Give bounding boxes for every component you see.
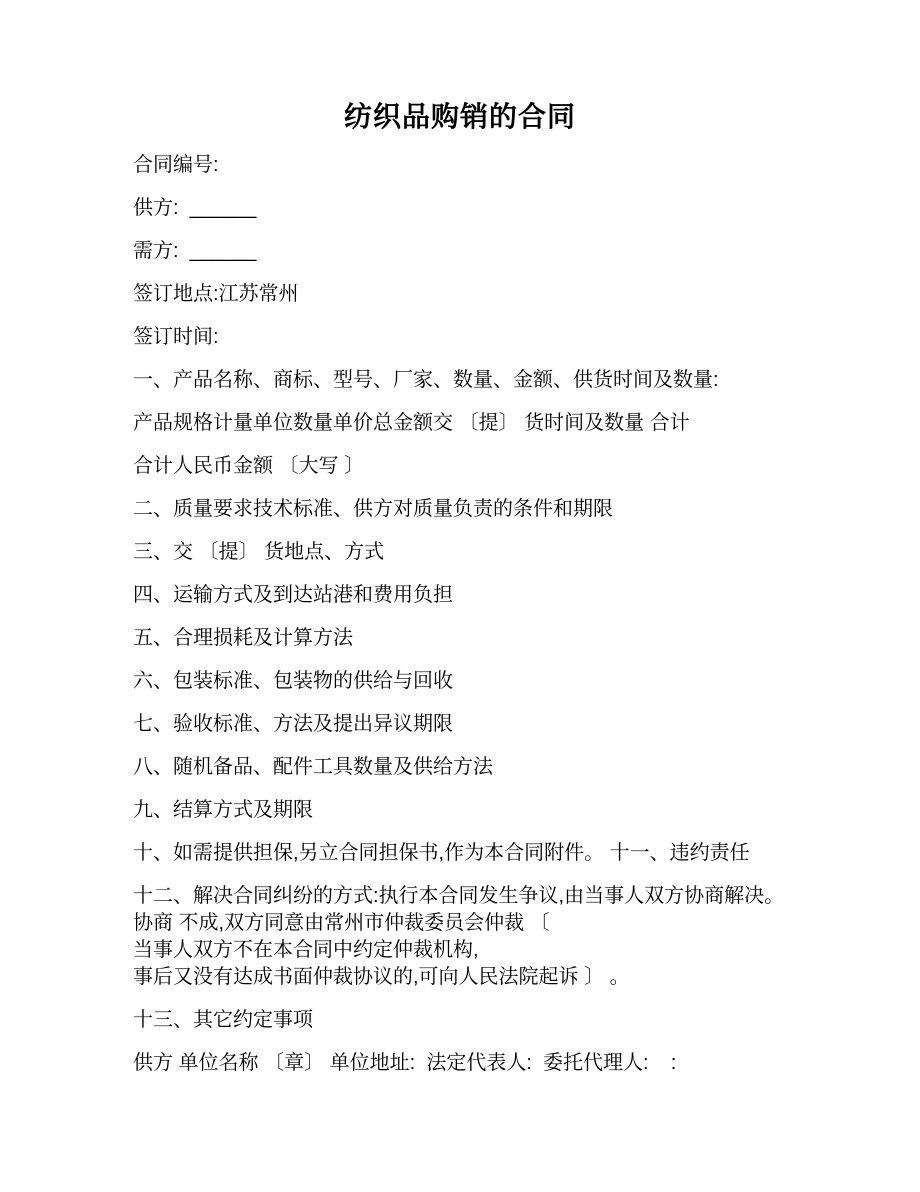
document-title: 纺织品购销的合同 <box>343 101 576 132</box>
section-13-heading: 十三、其它约定事项 <box>133 1009 313 1031</box>
total-amount-line: 合计人民币金额 〔大写 〕 <box>133 455 365 477</box>
section-1-heading: 一、产品名称、商标、型号、厂家、数量、金额、供货时间及数量: <box>133 369 719 391</box>
section-12-line-2: 协商 不成,双方同意由常州市仲裁委员会仲裁 〔 <box>133 912 550 934</box>
contract-number-line: 合同编号: <box>133 154 219 176</box>
product-spec-line: 产品规格计量单位数量单价总金额交 〔提〕 货时间及数量 合计 <box>133 412 690 434</box>
section-12-line-3: 当事人双方不在本合同中约定仲裁机构, <box>133 939 479 961</box>
document-body <box>0 135 920 1153</box>
section-12-line-1: 十二、解决合同纠纷的方式:执行本合同发生争议,由当事人双方协商解决。 <box>133 885 785 907</box>
signing-time-line: 签订时间: <box>133 326 219 348</box>
section-6-heading: 六、包装标准、包装物的供给与回收 <box>133 670 453 692</box>
section-3-heading: 三、交 〔提〕 货地点、方式 <box>133 541 385 563</box>
buyer-line: 需方: ______ <box>133 240 257 262</box>
section-9-heading: 九、结算方式及期限 <box>133 799 313 821</box>
section-10-11-line: 十、如需提供担保,另立合同担保书,作为本合同附件。 十一、违约责任 <box>133 842 750 864</box>
section-8-heading: 八、随机备品、配件工具数量及供给方法 <box>133 756 493 778</box>
section-2-heading: 二、质量要求技术标准、供方对质量负责的条件和期限 <box>133 498 613 520</box>
signing-place-line: 签订地点:江苏常州 <box>133 283 299 305</box>
section-5-heading: 五、合理损耗及计算方法 <box>133 627 353 649</box>
signature-line: 供方 单位名称 〔章〕 单位地址: 法定代表人: 委托代理人: : <box>133 1052 677 1074</box>
section-4-heading: 四、运输方式及到达站港和费用负担 <box>133 584 453 606</box>
section-12-line-4: 事后又没有达成书面仲裁协议的,可向人民法院起诉 〕 。 <box>133 966 630 988</box>
section-7-heading: 七、验收标准、方法及提出异议期限 <box>133 713 453 735</box>
supplier-line: 供方: ______ <box>133 197 257 219</box>
